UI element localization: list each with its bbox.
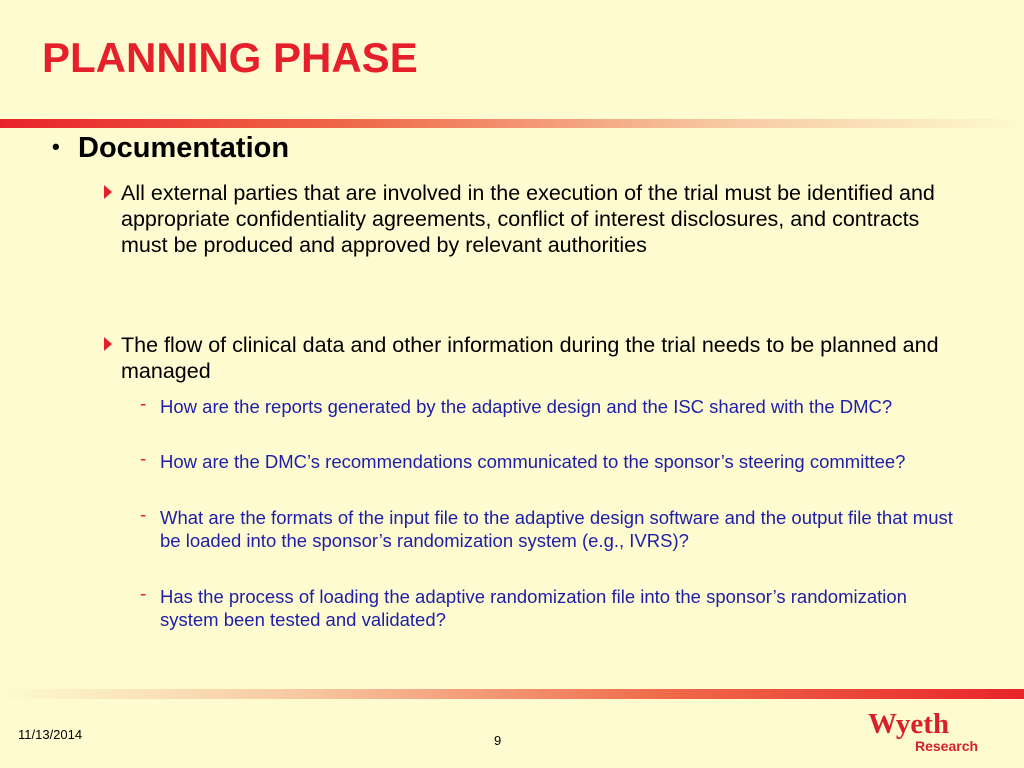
dash-bullet-icon: - [140, 505, 147, 526]
sub-bullet-point [140, 450, 960, 473]
bullet-point [104, 332, 964, 384]
sub-bullet-text: What are the formats of the input file to the adaptive design software and the output file that must be loaded into the sponsor’s randomization system (e.g., IVRS)? [160, 507, 953, 551]
bullet-point [104, 180, 964, 258]
bottom-divider-bar [0, 689, 1024, 699]
sub-bullet-point [140, 506, 960, 552]
dot-bullet-icon: • [52, 134, 60, 159]
arrow-bullet-icon [104, 337, 112, 351]
logo-sub-text: Research [915, 738, 979, 754]
bullet-point-text: All external parties that are involved in the execution of the trial must be identified and appropriate confidentiality agreements, conflict of interest disclosures, and contracts must be produced and approved by relevant authorities [121, 181, 935, 257]
wyeth-research-logo [866, 706, 986, 756]
sub-bullet-point [140, 585, 960, 631]
logo-main-text: Wyeth [868, 708, 950, 740]
bullet-point-text: The flow of clinical data and other information during the trial needs to be planned and managed [121, 333, 939, 383]
dash-bullet-icon: - [140, 394, 147, 415]
sub-bullet-point [140, 395, 960, 418]
dash-bullet-icon: - [140, 584, 147, 605]
sub-bullet-text: Has the process of loading the adaptive randomization file into the sponsor’s randomization system been tested and validated? [160, 586, 907, 630]
top-divider-bar [0, 119, 1024, 128]
page-number: 9 [494, 733, 502, 748]
arrow-bullet-icon [104, 185, 112, 199]
dash-bullet-icon: - [140, 449, 147, 470]
sub-bullet-text: How are the DMC’s recommendations communicated to the sponsor’s steering committee? [160, 451, 906, 472]
footer-date: 11/13/2014 [18, 727, 83, 742]
sub-bullet-text: How are the reports generated by the adaptive design and the ISC shared with the DMC? [160, 396, 893, 417]
section-heading-text: Documentation [78, 132, 290, 164]
slide-title: PLANNING PHASE [42, 34, 418, 81]
section-heading [52, 132, 289, 165]
